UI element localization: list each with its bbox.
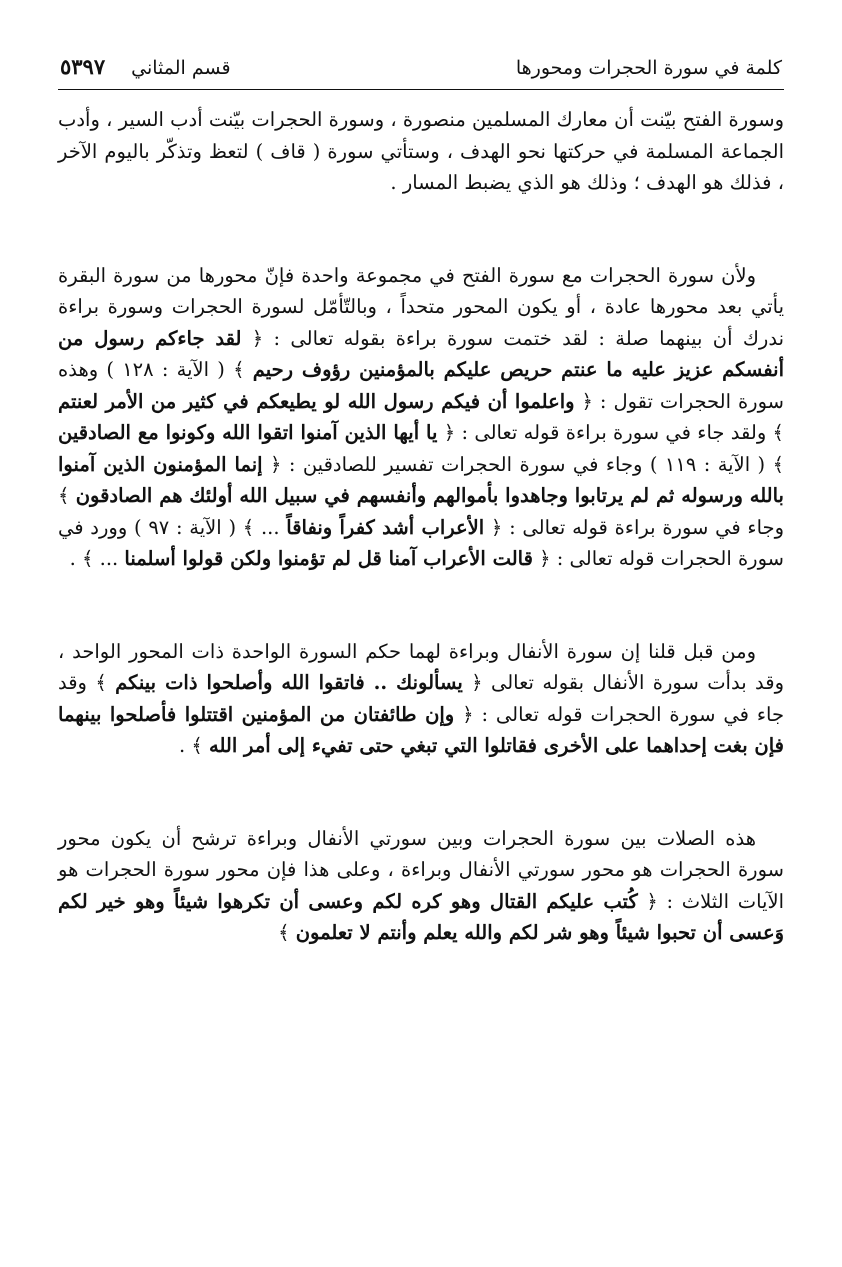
text-segment: ومن قبل قلنا إن سورة الأنفال وبراءة لهما حكم السورة الواحدة ذات المحور الواحد ، وقد بدأت سورة الأنفال بقوله تعالى ﴿ (58, 639, 784, 694)
quran-verse: واعلموا أن فيكم رسول الله لو يطيعكم في كثير من الأمر لعنتم (58, 389, 575, 413)
text-segment: ﴾ وقد جاء في سورة الحجرات قوله تعالى : ﴿ (58, 671, 784, 726)
paragraph (58, 636, 784, 762)
text-segment: ... ﴾ . (69, 547, 125, 570)
quran-verse: قالت الأعراب آمنا قل لم تؤمنوا ولكن قولوا أسلمنا (124, 547, 533, 570)
text-segment: ... ﴾ ( الآية : ٩٧ ) وورد في سورة الحجرات قوله تعالى : ﴿ (58, 515, 784, 570)
quran-verse: وإن طائفتان من المؤمنين اقتتلوا فأصلحوا بينهما فإن بغت إحداهما على الأخرى فقاتلوا التي تبغي حتى تفيء إلى أمر الله (58, 702, 784, 757)
text-segment: ﴾ ولقد جاء في سورة براءة قوله تعالى : ﴿ (437, 421, 784, 444)
quran-verse: لقد جاءكم رسول من أنفسكم عزيز عليه ما عنتم حريص عليكم بالمؤمنين رؤوف رحيم (58, 326, 784, 381)
header-left-group (60, 52, 231, 83)
text-segment: ﴾ . (178, 734, 209, 757)
paragraph (58, 104, 784, 199)
paragraph (58, 823, 784, 949)
text-segment: ﴾ (278, 921, 296, 944)
text-segment: وسورة الفتح بيّنت أن معارك المسلمين منصورة ، وسورة الحجرات بيّنت أدب السير ، وأدب الجماعة المسلمة في حركتها نحو الهدف ، وستأتي سورة ( قاف ) لتعظ وتذكّر باليوم الآخر ، فذلك هو الهدف ؛ وذلك هو الذي يضبط المسار . (58, 108, 784, 194)
quran-verse: يا أيها الذين آمنوا اتقوا الله وكونوا مع الصادقين (58, 421, 438, 444)
text-segment: ولأن سورة الحجرات مع سورة الفتح في مجموعة واحدة فإنّ محورها من سورة البقرة يأتي بعد محورها عادة ، أو يكون المحور متحداً ، وبالتّأمّل لسورة الحجرات وسورة براءة ندرك أن بينهما صلة : لقد ختمت سورة براءة بقوله تعالى : ﴿ (58, 263, 784, 350)
quran-verse: يسألونك .. فاتقوا الله وأصلحوا ذات بينكم (115, 671, 463, 694)
running-header (58, 52, 784, 90)
text-segment: هذه الصلات بين سورة الحجرات وبين سورتي الأنفال وبراءة ترشح أن يكون محور سورة الحجرات هو محور سورتي الأنفال وبراءة ، وعلى هذا فإن محور سورة الحجرات هو الآيات الثلاث : ﴿ (58, 826, 784, 913)
section-title: قسم المثاني (131, 57, 231, 79)
chapter-title: كلمة في سورة الحجرات ومحورها (515, 57, 782, 79)
text-segment: ﴾ وجاء في سورة براءة قوله تعالى : ﴿ (58, 484, 784, 539)
page-number: ٥٣٩٧ (60, 54, 106, 79)
body-text (58, 104, 784, 949)
text-segment: ﴾ ( الآية : ١١٩ ) وجاء في سورة الحجرات تفسير للصادقين : ﴿ (262, 452, 784, 476)
quran-verse: إنما المؤمنون الذين آمنوا بالله ورسوله ثم لم يرتابوا وجاهدوا بأموالهم وأنفسهم في سبيل الله أولئك هم الصادقون (58, 452, 784, 507)
paragraph (58, 260, 784, 575)
quran-verse: كُتب عليكم القتال وهو كره لكم وعسى أن تكرهوا شيئاً وهو خير لكم وَعسى أن تحبوا شيئاً وهو شر لكم والله يعلم وأنتم لا تعلمون (58, 889, 784, 944)
quran-verse: الأعراب أشد كفراً ونفاقاً (286, 515, 485, 539)
text-segment: ﴾ ( الآية : ١٢٨ ) وهذه سورة الحجرات تقول : ﴿ (58, 358, 784, 413)
